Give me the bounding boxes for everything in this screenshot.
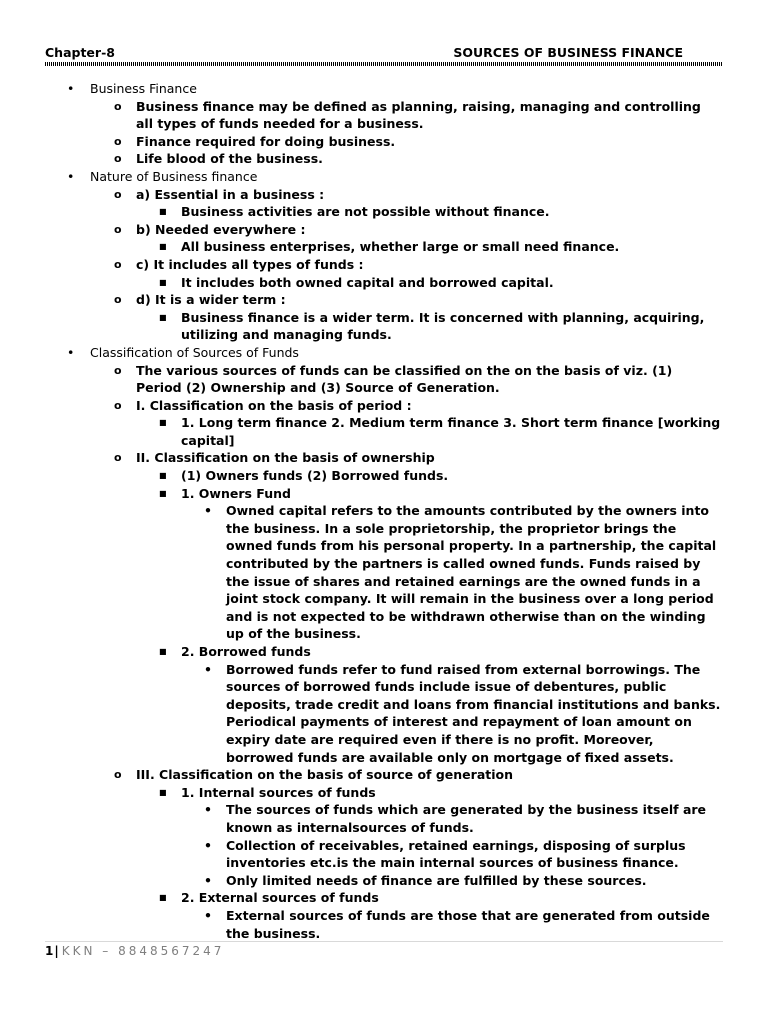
chapter-label: Chapter-8	[45, 45, 115, 60]
outline-item-level-2	[0, 362, 768, 397]
item-text: (1) Owners funds (2) Borrowed funds.	[181, 468, 449, 484]
bullet-marker: o	[114, 363, 122, 377]
outline-item-level-3	[0, 485, 768, 503]
bullet-marker: •	[67, 344, 75, 360]
page-footer	[45, 944, 224, 958]
outline-item-level-3	[0, 274, 768, 292]
outline-item-level-4	[0, 907, 768, 942]
bullet-marker: o	[114, 768, 122, 782]
outline-item-level-3	[0, 414, 768, 449]
outline-item-level-3	[0, 309, 768, 344]
bullet-marker: •	[204, 802, 212, 818]
item-text: Collection of receivables, retained earnings, disposing of surplus inventories etc.is the main internal sources of business finance.	[226, 837, 686, 871]
bullet-marker: •	[204, 503, 212, 519]
item-text: b) Needed everywhere :	[136, 221, 306, 237]
item-text: 2. External sources of funds	[181, 890, 379, 906]
item-text: 2. Borrowed funds	[181, 644, 311, 659]
bullet-marker: ■	[159, 312, 167, 322]
item-text: It includes both owned capital and borrowed capital.	[181, 274, 554, 290]
outline-item-level-2	[0, 133, 768, 151]
item-text: Business finance is a wider term. It is concerned with planning, acquiring, utilizing and managing funds.	[181, 309, 705, 343]
bullet-marker: ■	[159, 471, 167, 481]
outline-item-level-2	[0, 98, 768, 133]
bullet-marker: o	[114, 398, 122, 412]
item-text: 1. Long term finance 2. Medium term finance 3. Short term finance [working capital]	[181, 415, 721, 448]
item-text: c) It includes all types of funds :	[136, 256, 364, 272]
bullet-marker: ■	[159, 488, 167, 498]
bullet-marker: •	[204, 872, 212, 888]
outline-item-level-4	[0, 837, 768, 872]
outline-item-level-4	[0, 872, 768, 890]
outline-item-level-2	[0, 150, 768, 168]
outline-item-level-2	[0, 221, 768, 239]
outline-item-level-4	[0, 502, 768, 643]
outline-item-level-2	[0, 449, 768, 467]
outline-item-level-2	[0, 291, 768, 309]
outline-item-level-3	[0, 203, 768, 221]
page-number: 1	[45, 944, 54, 958]
footer-author: KKN – 8848567247	[61, 944, 225, 958]
item-text: Borrowed funds refer to fund raised from external borrowings. The sources of borrowed funds include issue of debentures, public deposits, trade credit and loans from financial institutions and banks. Periodical payments of interest and repayment of loan amount on expiry date are required even if there is no profit. Moreover, borrowed funds are available only on mortgage of fixed assets.	[226, 661, 721, 765]
item-text: Nature of Business finance	[90, 168, 258, 184]
item-text: Owned capital refers to the amounts contributed by the owners into the business. In a sole proprietorship, the proprietor brings the owned funds from his personal property. In a partnership, the capital contributed by the partners is called owned funds. Funds raised by the issue of shares and retained earnings are the owned funds in a joint stock company. It will remain in the business over a long period and is not expected to be withdrawn otherwise than on the winding up of the business.	[226, 503, 717, 642]
outline-item-level-1	[0, 344, 768, 362]
bullet-marker: ■	[159, 418, 167, 428]
bullet-marker: o	[114, 99, 122, 113]
bullet-marker: ■	[159, 647, 167, 656]
item-text: External sources of funds are those that are generated from outside the business.	[226, 907, 710, 941]
bullet-marker: •	[204, 661, 212, 677]
outline-item-level-4	[0, 661, 768, 767]
item-text: II. Classification on the basis of ownership	[136, 450, 435, 466]
bullet-marker: ■	[159, 787, 167, 797]
outline-item-level-2	[0, 766, 768, 784]
outline-item-level-2	[0, 397, 768, 415]
outline-item-level-1	[0, 80, 768, 98]
bullet-marker: •	[67, 168, 75, 184]
outline-item-level-1	[0, 168, 768, 186]
outline-content	[0, 80, 768, 942]
outline-item-level-3	[0, 643, 768, 661]
outline-item-level-3	[0, 467, 768, 485]
bullet-marker: ■	[159, 242, 167, 252]
item-text: All business enterprises, whether large or small need finance.	[181, 239, 620, 255]
footer-separator: |	[54, 944, 59, 958]
item-text: The sources of funds which are generated by the business itself are known as internalsources of funds.	[226, 802, 707, 835]
bullet-marker: o	[114, 152, 122, 166]
item-text: III. Classification on the basis of source of generation	[136, 767, 513, 783]
footer-rule	[45, 941, 723, 942]
bullet-marker: o	[114, 222, 122, 236]
item-text: d) It is a wider term :	[136, 292, 286, 308]
item-text: Business activities are not possible without finance.	[181, 204, 550, 220]
outline-item-level-2	[0, 186, 768, 204]
item-text: Business Finance	[90, 81, 197, 96]
outline-item-level-3	[0, 784, 768, 802]
outline-item-level-4	[0, 801, 768, 836]
outline-item-level-3	[0, 889, 768, 907]
item-text: Only limited needs of finance are fulfilled by these sources.	[226, 872, 647, 888]
outline-item-level-2	[0, 256, 768, 274]
bullet-marker: o	[114, 134, 122, 148]
bullet-marker: ■	[159, 207, 167, 217]
header-rule	[45, 62, 723, 66]
item-text: Life blood of the business.	[136, 151, 323, 167]
bullet-marker: o	[114, 257, 122, 271]
bullet-marker: o	[114, 187, 122, 201]
item-text: Classification of Sources of Funds	[90, 344, 299, 360]
bullet-marker: •	[67, 81, 75, 96]
bullet-marker: •	[204, 907, 212, 923]
bullet-marker: o	[114, 293, 122, 307]
bullet-marker: ■	[159, 277, 167, 287]
item-text: a) Essential in a business :	[136, 186, 325, 202]
item-text: 1. Owners Fund	[181, 485, 291, 501]
item-text: I. Classification on the basis of period :	[136, 397, 412, 413]
outline-item-level-3	[0, 238, 768, 256]
bullet-marker: •	[204, 837, 212, 853]
item-text: The various sources of funds can be classified on the on the basis of viz. (1) Period (2) Ownership and (3) Source of Generation.	[136, 362, 673, 396]
bullet-marker: ■	[159, 893, 167, 903]
bullet-marker: o	[114, 451, 122, 465]
item-text: 1. Internal sources of funds	[181, 784, 376, 800]
item-text: Business finance may be defined as planning, raising, managing and controlling all types of funds needed for a business.	[136, 98, 701, 132]
document-title: SOURCES OF BUSINESS FINANCE	[453, 45, 683, 60]
item-text: Finance required for doing business.	[136, 133, 396, 149]
